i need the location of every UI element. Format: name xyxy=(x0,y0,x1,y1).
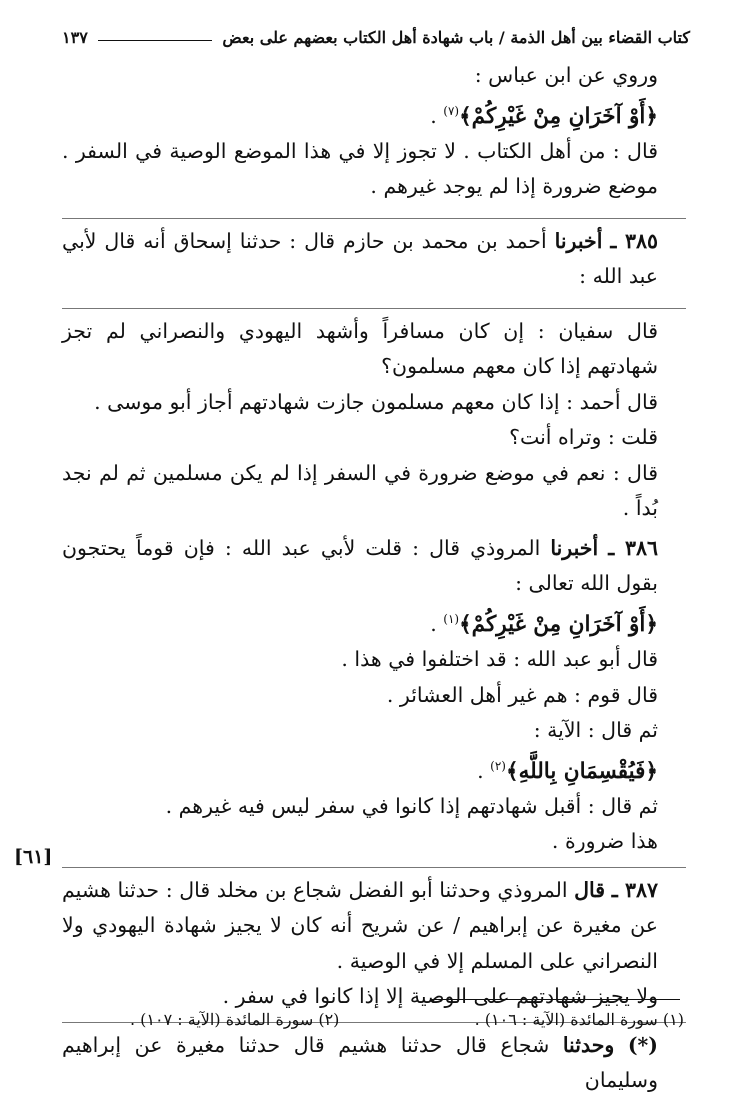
text-line: قلت : وتراه أنت؟ xyxy=(509,425,658,450)
hadith-number: ٣٨٧ ـ xyxy=(611,877,658,902)
verse-text: ﴿فَيُقْسِمَانِ بِاللَّهِ﴾ xyxy=(505,758,658,784)
section-divider xyxy=(62,308,686,309)
verse-end: . xyxy=(430,611,437,636)
footnote-ref: (٢) xyxy=(490,758,506,773)
verse-text: ﴿أَوْ آخَرَانِ مِنْ غَيْرِكُمْ﴾ xyxy=(459,611,658,637)
hadith-386 xyxy=(62,531,686,602)
text-line: قال : نعم في موضع ضرورة في السفر إذا لم يكن مسلمين ثم لم نجد بُداً . xyxy=(62,460,658,521)
quran-verse xyxy=(62,94,686,134)
quran-verse xyxy=(62,749,686,789)
footnote-ref: (٧) xyxy=(443,103,460,118)
footnote-2: (٢) سورة المائدة (الآية : ١٠٧) . xyxy=(130,1010,340,1029)
text-line: قال أبو عبد الله : قد اختلفوا في هذا . xyxy=(341,647,658,672)
text-line: قال قوم : هم غير أهل العشائر . xyxy=(386,682,658,707)
hadith-text: شجاع قال حدثنا هشيم قال حدثنا مغيرة عن إبراهيم وسليمان xyxy=(62,1032,658,1093)
hadith-lead: أخبرنا xyxy=(550,535,599,560)
verse-end: . xyxy=(477,758,484,783)
hadith-text: المروذي قال : قلت لأبي عبد الله : فإن قوماً يحتجون بقول الله تعالى : xyxy=(62,535,658,596)
footnote-ref: (١) xyxy=(443,611,460,626)
verse-text: ﴿أَوْ آخَرَانِ مِنْ غَيْرِكُمْ﴾ xyxy=(459,103,658,129)
header-rule xyxy=(98,40,213,41)
hadith-lead: وحدثنا xyxy=(562,1032,615,1057)
hadith-text: أحمد بن محمد بن حازم قال : حدثنا إسحاق أنه قال لأبي عبد الله : xyxy=(62,228,658,289)
header-title: كتاب القضاء بين أهل الذمة / باب شهادة أهل الكتاب بعضهم على بعض xyxy=(222,27,690,47)
quran-verse xyxy=(62,602,686,642)
footnotes xyxy=(130,1010,684,1029)
text-line: ثم قال : أقبل شهادتهم إذا كانوا في سفر ليس فيه غيرهم . xyxy=(165,793,658,818)
text-line: ولا يجيز شهادتهم على الوصية إلا إذا كانوا في سفر . xyxy=(222,984,658,1009)
star-marker: (*) xyxy=(627,1032,658,1057)
text-line: ثم قال : الآية : xyxy=(533,718,658,743)
text-line: وروي عن ابن عباس : xyxy=(474,63,658,87)
page-body xyxy=(62,58,686,1099)
margin-page-note: [٦١] xyxy=(14,846,53,868)
text-line: هذا ضرورة . xyxy=(551,829,658,854)
hadith-lead: قال xyxy=(574,877,606,902)
hadith-387 xyxy=(62,873,686,980)
running-header xyxy=(62,22,690,52)
text-line xyxy=(62,1028,686,1099)
verse-end: . xyxy=(430,103,437,128)
hadith-number: ٣٨٦ ـ xyxy=(608,535,658,560)
hadith-text: المروذي وحدثنا أبو الفضل شجاع بن مخلد قال : حدثنا هشيم عن مغيرة عن إبراهيم / عن شريح أنه كان لا يجيز شهادة اليهودي ولا النصراني على المسلم إلا في الوصية . xyxy=(62,877,658,973)
text-line: قال أحمد : إذا كان معهم مسلمون جازت شهادتهم أجاز أبو موسى . xyxy=(94,389,658,414)
section-divider xyxy=(62,867,686,868)
hadith-lead: أخبرنا xyxy=(554,228,603,253)
text-paragraph: قال سفيان : إن كان مسافراً وأشهد اليهودي والنصراني لم تجز شهادتهم إذا كان معهم مسلمون؟ xyxy=(62,318,658,379)
text-paragraph: قال : من أهل الكتاب . لا تجوز إلا في هذا الموضع الوصية في السفر . موضع ضرورة إذا لم يوجد غيرهم . xyxy=(62,138,658,199)
hadith-385 xyxy=(62,224,686,295)
section-divider xyxy=(62,218,686,219)
footnote-rule xyxy=(430,999,680,1000)
footnote-1: (١) سورة المائدة (الآية : ١٠٦) . xyxy=(474,1010,684,1029)
page-number: ١٣٧ xyxy=(62,27,88,47)
hadith-number: ٣٨٥ ـ xyxy=(610,228,658,253)
